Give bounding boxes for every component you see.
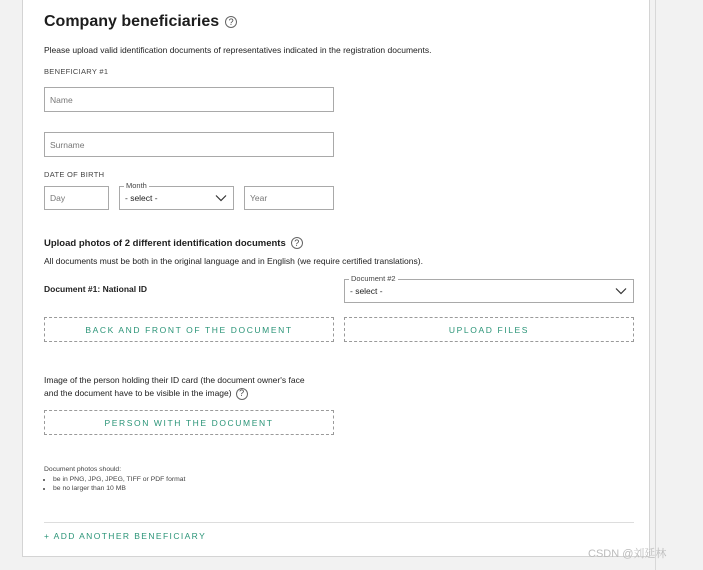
upload-section-title bbox=[44, 237, 303, 249]
dob-label: DATE OF BIRTH bbox=[44, 170, 105, 179]
month-legend: Month bbox=[126, 181, 147, 190]
document-2-legend: Document #2 bbox=[351, 274, 396, 283]
page-title bbox=[44, 13, 237, 31]
upload-note: All documents must be both in the original language and in English (we require certified translations). bbox=[44, 256, 423, 266]
upload-document-1-button[interactable]: BACK AND FRONT OF THE DOCUMENT bbox=[44, 317, 334, 342]
holding-id-text-line-1: Image of the person holding their ID card (the document owner's face bbox=[44, 375, 305, 385]
holding-id-text-line-2-row bbox=[44, 387, 305, 400]
holding-id-description bbox=[44, 374, 305, 400]
question-circle-icon[interactable]: ? bbox=[236, 388, 248, 400]
upload-person-with-document-button[interactable]: PERSON WITH THE DOCUMENT bbox=[44, 410, 334, 435]
section-divider bbox=[44, 522, 634, 523]
question-circle-icon[interactable]: ? bbox=[225, 16, 237, 28]
dob-month-select[interactable] bbox=[119, 181, 234, 210]
upload-document-2-button[interactable]: UPLOAD FILES bbox=[344, 317, 634, 342]
month-selected-value: - select - bbox=[125, 193, 158, 203]
name-input[interactable] bbox=[44, 87, 334, 112]
surname-input[interactable] bbox=[44, 132, 334, 157]
page-title-text: Company beneficiaries bbox=[44, 13, 220, 30]
requirement-item: • be no larger than 10 MB bbox=[53, 484, 185, 494]
chevron-down-icon bbox=[615, 288, 627, 295]
upload-section-title-text: Upload photos of 2 different identification documents bbox=[44, 237, 286, 249]
chevron-down-icon bbox=[215, 195, 227, 202]
requirements-list bbox=[44, 475, 185, 494]
document-1-label: Document #1: National ID bbox=[44, 284, 147, 294]
page-edge-divider bbox=[655, 0, 656, 570]
document-2-select[interactable] bbox=[344, 274, 634, 303]
document-requirements bbox=[44, 465, 185, 494]
requirement-item: • be in PNG, JPG, JPEG, TIFF or PDF format bbox=[53, 475, 185, 485]
dob-year-input[interactable] bbox=[244, 186, 334, 210]
document-2-selected-value: - select - bbox=[350, 286, 383, 296]
add-another-beneficiary-link[interactable]: + ADD ANOTHER BENEFICIARY bbox=[44, 531, 207, 541]
dob-day-input[interactable] bbox=[44, 186, 109, 210]
holding-id-text-line-2: and the document have to be visible in the image) bbox=[44, 388, 232, 398]
beneficiary-label: BENEFICIARY #1 bbox=[44, 67, 109, 76]
subtitle-text: Please upload valid identification documents of representatives indicated in the registration documents. bbox=[44, 45, 432, 55]
requirements-heading: Document photos should: bbox=[44, 466, 122, 473]
question-circle-icon[interactable]: ? bbox=[291, 237, 303, 249]
watermark-text: CSDN @刘延林 bbox=[588, 548, 667, 560]
